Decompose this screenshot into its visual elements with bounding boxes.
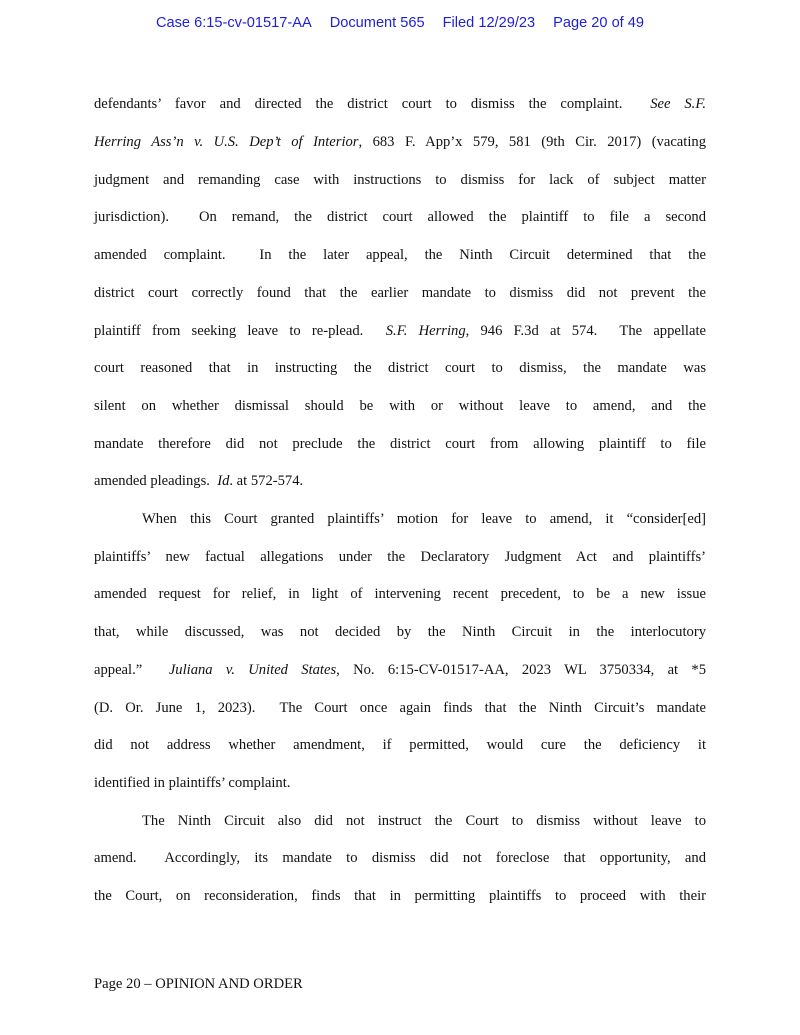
body-line: jurisdiction). On remand, the district court allowed the plaintiff to file a second <box>94 209 706 225</box>
citation-id: Id <box>217 473 230 489</box>
page-footer: Page 20 – OPINION AND ORDER <box>94 976 303 992</box>
body-line: judgment and remanding case with instructions to dismiss for lack of subject matter <box>94 172 706 188</box>
body-line: that, while discussed, was not decided by the Ninth Circuit in the interlocutory <box>94 624 706 640</box>
body-line: mandate therefore did not preclude the district court from allowing plaintiff to file <box>94 436 706 452</box>
body-line: silent on whether dismissal should be with or without leave to amend, and the <box>94 398 706 414</box>
body-line: amended request for relief, in light of intervening recent precedent, to be a new issue <box>94 586 706 602</box>
body-line: plaintiffs’ new factual allegations under the Declaratory Judgment Act and plaintiffs’ <box>94 549 706 565</box>
body-line: The Ninth Circuit also did not instruct the Court to dismiss without leave to <box>142 813 706 829</box>
filed-date: Filed 12/29/23 <box>442 15 536 31</box>
body-line: When this Court granted plaintiffs’ motion for leave to amend, it “consider[ed] <box>142 511 706 527</box>
body-line: amend. Accordingly, its mandate to dismiss did not foreclose that opportunity, and <box>94 850 706 866</box>
body-line: court reasoned that in instructing the district court to dismiss, the mandate was <box>94 360 706 376</box>
case-citation: Juliana v. United States <box>168 662 337 678</box>
case-number: Case 6:15-cv-01517-AA <box>155 15 312 31</box>
body-line: the Court, on reconsideration, finds that in permitting plaintiffs to proceed with their <box>94 888 706 904</box>
body-line: (D. Or. June 1, 2023). The Court once again finds that the Ninth Circuit’s mandate <box>94 700 706 716</box>
citation-signal: See S.F. <box>650 96 706 112</box>
body-line: district court correctly found that the earlier mandate to dismiss did not prevent the <box>94 285 706 301</box>
body-line: amended pleadings. Id. at 572-574. <box>94 473 304 489</box>
body-line: plaintiff from seeking leave to re-plead. S.F. Herring, 946 F.3d at 574. The appellate <box>94 323 706 339</box>
page-count: Page 20 of 49 <box>553 15 645 31</box>
case-citation: Herring Ass’n v. U.S. Dep’t of Interior <box>94 134 359 150</box>
body-line: defendants’ favor and directed the district court to dismiss the complaint. See S.F. <box>94 96 706 112</box>
body-line: amended complaint. In the later appeal, the Ninth Circuit determined that the <box>94 247 706 263</box>
ecf-header <box>0 13 800 33</box>
body-line: did not address whether amendment, if permitted, would cure the deficiency it <box>94 737 706 753</box>
case-citation: S.F. Herring <box>385 323 466 339</box>
document-number: Document 565 <box>329 15 425 31</box>
body-line: identified in plaintiffs’ complaint. <box>94 775 291 791</box>
body-line: Herring Ass’n v. U.S. Dep’t of Interior, 683 F. App’x 579, 581 (9th Cir. 2017) (vacating <box>94 134 706 150</box>
body-line: appeal.” Juliana v. United States, No. 6:15-CV-01517-AA, 2023 WL 3750334, at *5 <box>94 662 706 678</box>
